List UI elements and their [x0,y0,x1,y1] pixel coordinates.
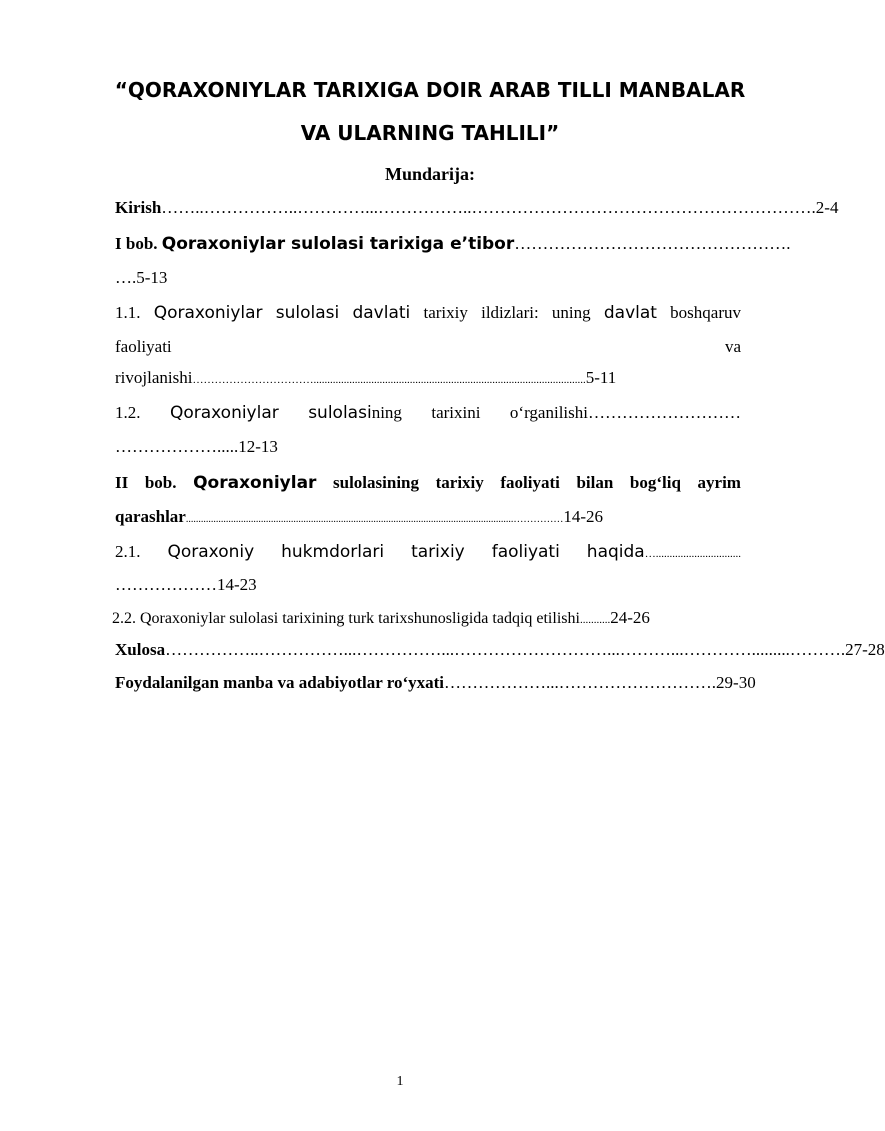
toc-word: bog‘liq [629,473,681,492]
toc-entry-1-1-cont [115,335,741,359]
toc-word: o‘rganilishi [509,403,588,422]
toc-leader-dots: ………………..... [115,437,239,456]
toc-leader-dots: ……………..……………...……………...………………………...………...………….........………. [165,640,846,659]
toc-leader-dots: ........... [579,614,611,626]
toc-entry-foydalanilgan [115,671,756,695]
toc-word: II [115,473,129,492]
toc-entry-2-1 [115,540,741,566]
toc-entry-1-2 [115,401,741,425]
toc-word: uning [551,303,591,322]
toc-word: sulolasi [308,403,372,423]
toc-label: Kirish [115,198,162,217]
toc-word: ayrim [697,473,741,492]
toc-word: hukmdorlari [281,542,385,562]
toc-leader-dots: …............................... [644,548,741,560]
toc-leader-dots: ……..……………..…………...……………..……………………………………………………. [161,198,816,217]
toc-entry-2-1-cont [115,573,741,597]
toc-page-range: 5-13 [136,268,168,287]
toc-word: faoliyati [500,473,560,492]
page-number: 1 [396,1074,404,1089]
toc-leader-dots: ……………………………................................................................................................... [192,374,586,386]
toc-word: haqida [586,542,645,562]
toc-word: tarixini [431,403,481,422]
toc-leader-dots: ……………… [115,575,217,594]
toc-word: tarixiy [435,473,484,492]
toc-leader-dots: …………………………………………. [514,234,791,253]
toc-word: davlati [352,303,411,323]
toc-word: Qoraxoniylar [169,403,279,423]
toc-label: 2.2. Qoraxoniylar sulolasi tarixining turk tarixshunosligida tadqiq etilishi [112,610,580,627]
toc-entry-bob2 [115,471,741,495]
toc-word: ning [371,403,402,422]
toc-word: faoliyati [115,337,172,356]
toc-entry-bob1-cont [115,266,741,290]
toc-entry-bob1 [115,232,791,256]
toc-entry-bob2-cont [115,505,741,532]
toc-label: Foydalanilgan manba va adabiyotlar ro‘yxati [115,673,445,692]
toc-entry-1-1 [115,301,741,325]
toc-word: sulolasining [333,473,420,492]
toc-word: rivojlanishi [115,368,193,387]
toc-entry-xulosa [115,638,885,662]
toc-leader-dots: ……………………… [587,403,741,422]
toc-word: Qoraxoniylar [153,303,263,323]
toc-page-range: 24-26 [610,608,650,627]
document-title-line-1: “QORAXONIYLAR TARIXIGA DOIR ARAB TILLI MANBALAR [114,78,746,102]
toc-page-range: 27-28 [845,640,885,659]
toc-page-range: 14-26 [563,507,604,526]
toc-entry-1-2-cont [115,435,741,459]
toc-page-range: 12-13 [238,437,278,456]
toc-word: faoliyati [491,542,560,562]
toc-entry-1-1-cont2 [115,366,741,392]
toc-page-range: 2-4 [815,198,839,217]
toc-word: davlat [603,303,657,323]
toc-word: 1.2. [115,403,141,422]
toc-word: tarixiy [411,542,465,562]
toc-word: Qoraxoniylar [193,473,317,493]
toc-page-range: 5-11 [585,368,617,387]
toc-word: tarixiy [423,303,468,322]
toc-word: bob. [144,473,177,492]
toc-label: Qoraxoniylar sulolasi tarixiga e’tibor [161,234,515,254]
toc-leader-dots: ...................................................................................................................................…………… [185,514,564,525]
toc-leader-dots: …. [115,268,137,287]
toc-label-prefix: I bob. [115,234,158,253]
toc-label: Xulosa [115,640,166,659]
toc-page-range: 14-23 [217,575,257,594]
toc-word: ildizlari: [481,303,539,322]
document-title-line-2: VA ULARNING TAHLILI” [300,121,560,145]
toc-word: Qoraxoniy [167,542,255,562]
toc-entry-2-2 [112,606,738,632]
toc-word: 2.1. [115,542,141,561]
toc-word: sulolasi [275,303,340,323]
toc-word: va [724,337,741,356]
toc-page-range: 29-30 [716,673,756,692]
toc-leader-dots: ………………...………………………. [444,673,717,692]
toc-word: boshqaruv [670,303,741,322]
toc-heading: Mundarija: [385,164,475,184]
toc-word: bilan [576,473,614,492]
toc-word: qarashlar [115,507,186,526]
toc-word: 1.1. [115,303,141,322]
toc-entry-kirish [115,196,839,220]
